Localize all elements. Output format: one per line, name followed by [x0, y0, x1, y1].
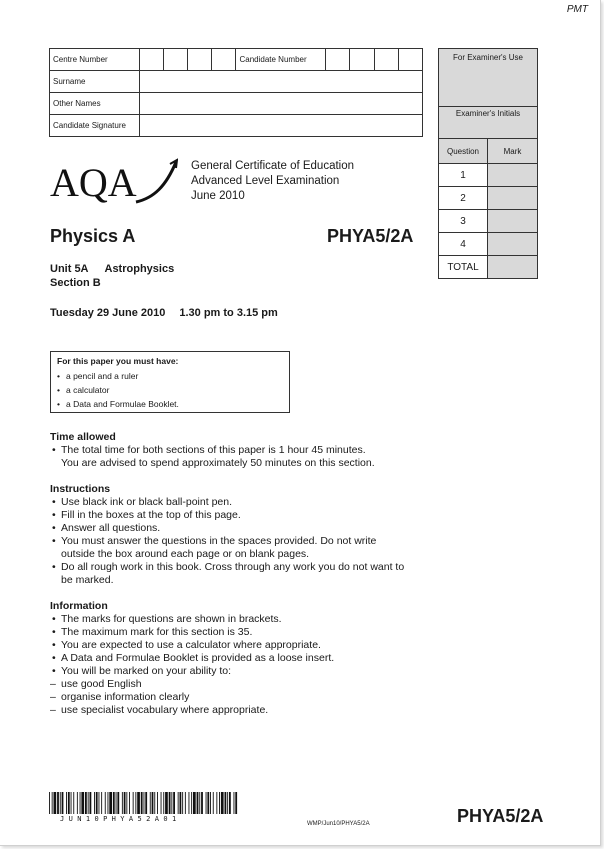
centre-number-box[interactable] [163, 49, 187, 71]
question-number: 1 [439, 164, 488, 186]
total-label: TOTAL [439, 256, 488, 278]
instruction-item: • Fill in the boxes at the top of this page. [50, 509, 420, 522]
pmt-mark: PMT [566, 4, 588, 15]
question-number: 2 [439, 187, 488, 209]
information-subitem: – use specialist vocabulary where appropriate. [50, 704, 420, 717]
barcode [49, 792, 239, 814]
qualification-line: General Certificate of Education [191, 160, 355, 172]
exam-date: Tuesday 29 June 2010 [50, 307, 166, 319]
mark-cell[interactable] [488, 187, 537, 209]
time-allowed-heading: Time allowed [50, 431, 116, 443]
exam-time: 1.30 pm to 3.15 pm [179, 307, 278, 319]
information-heading: Information [50, 600, 108, 612]
information-item: • You will be marked on your ability to: [50, 665, 420, 678]
information-section [50, 600, 420, 717]
information-item: • You are expected to use a calculator where appropriate. [50, 639, 420, 652]
information-subitem: – organise information clearly [50, 691, 420, 704]
time-allowed-section [50, 431, 420, 470]
qualification-line: Advanced Level Examination [191, 175, 340, 187]
section-label: Section B [50, 277, 101, 289]
information-item: • The maximum mark for this section is 35. [50, 626, 420, 639]
examiner-row [439, 256, 537, 278]
examiner-row [439, 233, 537, 256]
candidate-number-box[interactable] [350, 49, 374, 71]
mark-header: Mark [488, 139, 537, 163]
instructions-section [50, 483, 420, 587]
aqa-logo [50, 158, 178, 204]
time-allowed-item [50, 444, 420, 470]
other-names-label: Other Names [50, 93, 140, 115]
subject-title: Physics A [50, 226, 136, 246]
other-names-field[interactable] [139, 93, 422, 115]
examiner-row [439, 164, 537, 187]
surname-field[interactable] [139, 71, 422, 93]
centre-number-box[interactable] [188, 49, 212, 71]
requirement-item: • a calculator [57, 383, 283, 397]
mark-cell[interactable] [488, 210, 537, 232]
signature-field[interactable] [139, 115, 422, 137]
instructions-heading: Instructions [50, 483, 111, 495]
signature-label: Candidate Signature [50, 115, 140, 137]
question-number: 3 [439, 210, 488, 232]
information-item: • The marks for questions are shown in brackets. [50, 613, 420, 626]
aqa-logo-text: AQA [50, 160, 137, 204]
examiner-initials-label: Examiner's Initials [439, 107, 537, 139]
centre-number-box[interactable] [139, 49, 163, 71]
total-mark-cell[interactable] [488, 256, 537, 278]
barcode-text: JUN10PHYA52A01 [60, 815, 181, 823]
mark-cell[interactable] [488, 233, 537, 255]
candidate-details-table [49, 48, 423, 137]
candidate-number-box[interactable] [374, 49, 398, 71]
candidate-number-label: Candidate Number [236, 49, 326, 71]
information-item: • A Data and Formulae Booklet is provided as a loose insert. [50, 652, 420, 665]
information-subitem: – use good English [50, 678, 420, 691]
examiner-use-panel [438, 48, 538, 279]
question-number: 4 [439, 233, 488, 255]
examiner-use-label: For Examiner's Use [439, 49, 537, 107]
qualification-line: June 2010 [191, 190, 245, 202]
examiner-row [439, 187, 537, 210]
mark-cell[interactable] [488, 164, 537, 186]
unit-label: Unit 5A [50, 263, 89, 275]
examiner-row [439, 210, 537, 233]
requirements-heading: For this paper you must have: [57, 356, 179, 366]
exam-date-block [50, 307, 278, 319]
candidate-number-box[interactable] [326, 49, 350, 71]
unit-block [50, 262, 174, 290]
requirements-box [50, 351, 290, 413]
question-header: Question [439, 139, 488, 163]
unit-topic: Astrophysics [104, 263, 175, 275]
instruction-item: • You must answer the questions in the spaces provided. Do not write outside the box around each page or on blank pages. [50, 535, 406, 561]
qualification-block [191, 159, 354, 204]
centre-number-box[interactable] [212, 49, 236, 71]
surname-label: Surname [50, 71, 140, 93]
examiner-table-header [439, 139, 537, 164]
requirement-item: • a pencil and a ruler [57, 369, 283, 383]
requirement-item: • a Data and Formulae Booklet. [57, 397, 283, 411]
instruction-item: • Use black ink or black ball-point pen. [50, 496, 420, 509]
instruction-item: • Do all rough work in this book. Cross through any work you do not want to be marked. [50, 561, 406, 587]
instruction-item: • Answer all questions. [50, 522, 420, 535]
time-allowed-text: You are advised to spend approximately 50 minutes on this section. [61, 457, 375, 469]
paper-code-footer: PHYA5/2A [457, 806, 544, 826]
time-allowed-text: • The total time for both sections of this paper is 1 hour 45 minutes. [61, 444, 366, 456]
document-reference: WMP/Jun10/PHYA5/2A [307, 821, 370, 827]
centre-number-label: Centre Number [50, 49, 140, 71]
paper-code: PHYA5/2A [327, 226, 414, 246]
candidate-number-box[interactable] [398, 49, 422, 71]
